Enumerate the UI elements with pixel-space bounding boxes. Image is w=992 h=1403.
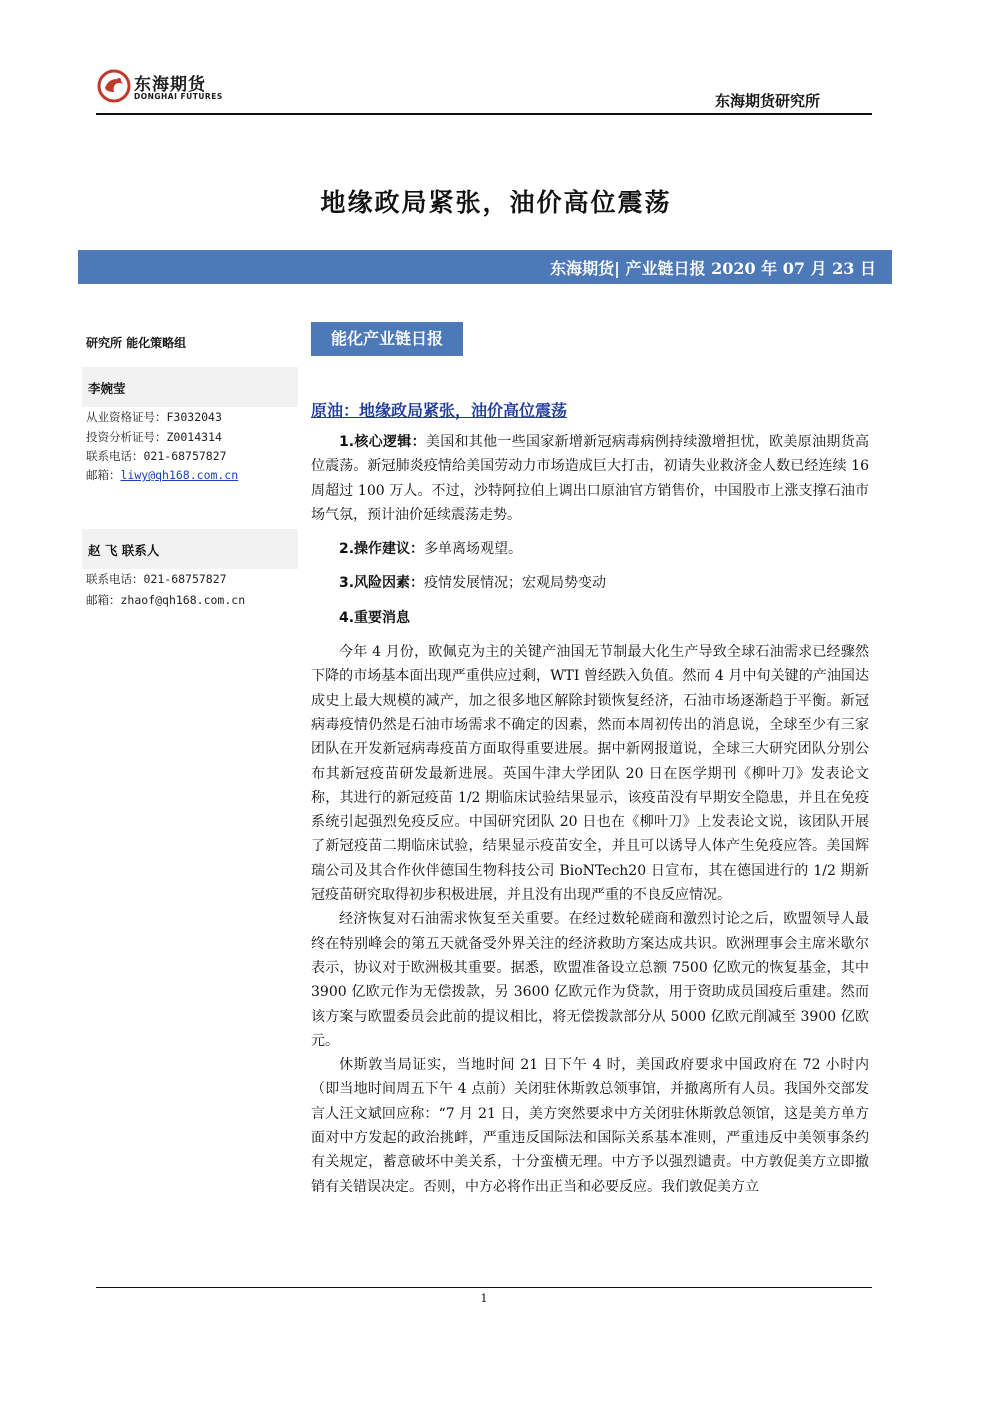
news-paragraph: 今年 4 月份，欧佩克为主的关键产油国无节制最大化生产导致全球石油需求已经骤然下降的市场基本面出现严重供应过剩，WTI 曾经跌入负值。然而 4 月中旬关键的产油国达成史上最大规模的减产，加之很多地区解除封锁恢复经济，石油市场逐渐趋于平衡。新冠病毒疫情仍然是石油市场需求不确定的因素，然而本周初传出的消息说，全球至少有三家团队在开发新冠病毒疫苗方面取得重要进展。据中新网报道说，全球三大研究团队分别公布其新冠疫苗研发最新进展。英国牛津大学团队 20 日在医学期刊《柳叶刀》发表论文称，其进行的新冠疫苗 1/2 期临床试验结果显示，该疫苗没有早期安全隐患，并且在免疫系统引起强烈免疫反应。中国研究团队 20 日也在《柳叶刀》上发表论文说，该团队开展了新冠疫苗二期临床试验，结果显示疫苗安全，并且可以诱导人体产生免疫应答。美国辉瑞公司及其合作伙伴德国生物科技公司 BioNTech20 日宣布，其在德国进行的 1/2 期新冠疫苗研究取得初步积极进展，并且没有出现严重的不良反应情况。 <box>311 644 869 904</box>
operation-label: 2.操作建议： <box>339 541 425 558</box>
contact-phone: 联系电话：021-68757827 <box>86 572 227 586</box>
report-banner <box>78 250 892 284</box>
page-number: 1 <box>480 1292 488 1305</box>
core-logic-paragraph <box>311 430 869 527</box>
risk-paragraph <box>311 571 869 595</box>
logo-chinese-text: 东海期货 <box>134 75 206 95</box>
news-paragraph: 经济恢复对石油需求恢复至关重要。在经过数轮磋商和激烈讨论之后，欧盟领导人最终在特别峰会的第五天就备受外界关注的经济救助方案达成共识。欧洲理事会主席米歇尔表示，协议对于欧洲极其重要。据悉，欧盟准备设立总额 7500 亿欧元的恢复基金，其中 3900 亿欧元作为无偿拨款，另 3600 亿欧元作为贷款，用于资助成员国疫后重建。然而该方案与欧盟委员会此前的提议相比，将无偿拨款部分从 5000 亿欧元削减至 3900 亿欧元。 <box>311 911 869 1049</box>
sidebar-department: 研究所 能化策略组 <box>86 336 187 350</box>
analyst-name-block <box>82 367 298 407</box>
operation-paragraph <box>311 537 869 561</box>
banner-text: 东海期货| 产业链日报 2020 年 07 月 23 日 <box>550 259 876 278</box>
company-logo <box>96 66 246 110</box>
core-logic-text: 美国和其他一些国家新增新冠病毒病例持续激增担忧，欧美原油期货高位震荡。新冠肺炎疫情给美国劳动力市场造成巨大打击，初请失业救济金人数已经连续 16 周超过 100 万人。不过，沙特阿拉伯上调出口原油官方销售价，中国股市上涨支撑石油市场气氛，预计油价延续震荡走势。 <box>311 434 870 523</box>
header-divider <box>96 113 872 115</box>
analyst-invest-cert: 投资分析证号：Z0014314 <box>86 430 222 444</box>
contact-name: 赵 飞 联系人 <box>88 543 160 558</box>
section-subtitle[interactable]: 原油：地缘政局紧张，油价高位震荡 <box>311 401 568 420</box>
report-body <box>311 430 869 1199</box>
analyst-email <box>86 467 238 483</box>
analyst-phone: 联系电话：021-68757827 <box>86 449 227 463</box>
header-institute: 东海期货研究所 <box>714 92 820 110</box>
news-heading <box>311 606 869 630</box>
analyst-cert: 从业资格证号：F3032043 <box>86 410 222 424</box>
risk-text: 疫情发展情况；宏观局势变动 <box>424 575 607 592</box>
footer-divider <box>96 1287 872 1288</box>
core-logic-label: 1.核心逻辑： <box>339 434 426 450</box>
analyst-email-label: 邮箱： <box>86 468 121 482</box>
news-label: 4.重要消息 <box>339 609 411 626</box>
logo-english-text: DONGHAI FUTURES <box>134 92 223 101</box>
contact-email: 邮箱：zhaof@qh168.com.cn <box>86 593 246 607</box>
dragon-logo-icon <box>96 68 132 104</box>
analyst-name: 李婉莹 <box>88 381 126 396</box>
news-paragraph: 休斯敦当局证实，当地时间 21 日下午 4 时，美国政府要求中国政府在 72 小时内（即当地时间周五下午 4 点前）关闭驻休斯敦总领事馆，并撤离所有人员。我国外交部发言人汪文斌回应称：“7 月 21 日，美方突然要求中方关闭驻休斯敦总领馆，这是美方单方面对中方发起的政治挑衅，严重违反国际法和国际关系基本准则，严重违反中美领事条约有关规定，蓄意破坏中美关系，十分蛮横无理。中方予以强烈谴责。中方敦促美方立即撤销有关错误决定。否则，中方必将作出正当和必要反应。我们敦促美方立 <box>311 1057 869 1195</box>
operation-text: 多单离场观望。 <box>424 541 523 558</box>
contact-name-block <box>82 529 298 569</box>
section-tag: 能化产业链日报 <box>311 322 463 356</box>
report-title: 地缘政局紧张，油价高位震荡 <box>320 188 672 217</box>
analyst-email-link[interactable]: liwy@qh168.com.cn <box>120 468 239 482</box>
risk-label: 3.风险因素： <box>339 575 425 592</box>
